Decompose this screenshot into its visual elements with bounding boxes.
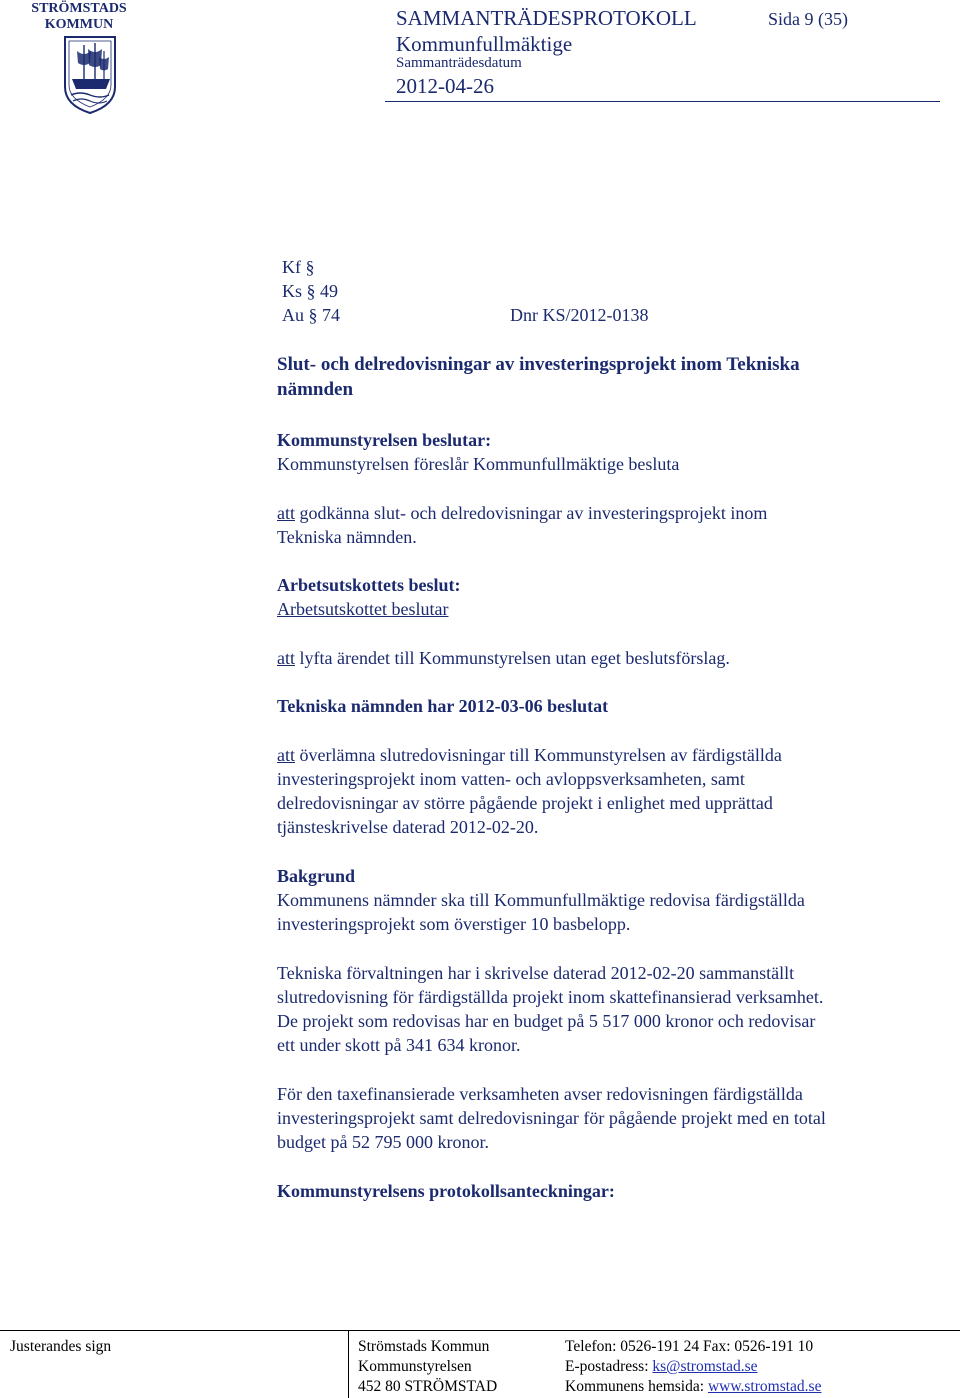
ref-kf <box>282 255 315 279</box>
footer-email-label: E-postadress: <box>565 1358 653 1375</box>
item-title-line1: Slut- och delredovisningar av investeringsprojekt inom Tekniska <box>277 354 800 375</box>
municipality-name-line1: STRÖMSTADS <box>31 1 127 16</box>
protocol-title: SAMMANTRÄDESPROTOKOLL <box>396 6 697 30</box>
footer-web-label: Kommunens hemsida: <box>565 1378 708 1395</box>
ship-coat-of-arms-icon <box>62 35 118 115</box>
ks-decision-heading: Kommunstyrelsen beslutar: <box>277 430 492 450</box>
page-number: Sida 9 (35) <box>768 9 848 29</box>
tn-decision-line1 <box>277 743 782 767</box>
background-heading: Bakgrund <box>277 866 356 886</box>
section-sign: § <box>306 281 316 301</box>
item-title-line2: nämnden <box>277 379 354 400</box>
footer-web-row <box>565 1377 821 1397</box>
footer-column-divider <box>348 1330 349 1398</box>
footer-web-link[interactable]: www.stromstad.se <box>707 1378 822 1395</box>
att-keyword: att <box>277 648 295 668</box>
att-keyword: att <box>277 503 295 523</box>
background-p1-line2: investeringsprojekt som överstiger 10 basbelopp. <box>277 914 631 934</box>
background-p2-line4: ett under skott på 341 634 kronor. <box>277 1035 521 1055</box>
au-decision-intro: Arbetsutskottet beslutar <box>277 599 449 619</box>
tn-decision-line2: investeringsprojekt inom vatten- och avloppsverksamheten, samt <box>277 769 745 789</box>
municipality-name-line2: KOMMUN <box>44 17 114 32</box>
header-divider <box>385 101 940 102</box>
ks-decision-text-line1: godkänna slut- och delredovisningar av investeringsprojekt inom <box>295 503 768 523</box>
au-decision-text <box>277 646 730 670</box>
background-p2-line1: Tekniska förvaltningen har i skrivelse daterad 2012-02-20 sammanställt <box>277 963 795 983</box>
background-p2-line2: slutredovisning för färdigställda projekt inom skattefinansierad verksamhet. <box>277 987 824 1007</box>
assembly-name: Kommunfullmäktige <box>396 32 573 56</box>
au-label: Au <box>282 305 304 325</box>
notes-heading: Kommunstyrelsens protokollsanteckningar: <box>277 1181 615 1201</box>
section-sign: § <box>308 305 318 325</box>
ks-decision-text-line2: Tekniska nämnden. <box>277 527 417 547</box>
footer-email-row <box>565 1357 758 1377</box>
ks-decision-intro: Kommunstyrelsen föreslår Kommunfullmäktige besluta <box>277 454 680 474</box>
footer-sign-label: Justerandes sign <box>10 1338 112 1355</box>
kf-label: Kf <box>282 257 301 277</box>
footer-phone: Telefon: 0526-191 24 Fax: 0526-191 10 <box>565 1338 814 1355</box>
tn-decision-line3: delredovisningar av större pågående projekt i enlighet med upprättad <box>277 793 773 813</box>
au-decision-text-body: lyfta ärendet till Kommunstyrelsen utan eget beslutsförslag. <box>295 648 730 668</box>
tn-decision-line4: tjänsteskrivelse daterad 2012-02-20. <box>277 817 539 837</box>
footer-address-line1: Strömstads Kommun <box>358 1338 490 1355</box>
ks-label: Ks <box>282 281 303 301</box>
au-number: 74 <box>322 305 340 325</box>
background-p3-line1: För den taxefinansierade verksamheten avser redovisningen färdigställda <box>277 1084 803 1104</box>
ks-number: 49 <box>320 281 339 301</box>
ks-decision-text <box>277 501 767 525</box>
au-decision-heading: Arbetsutskottets beslut: <box>277 575 461 595</box>
meeting-date: 2012-04-26 <box>396 74 494 98</box>
background-p1-line1: Kommunens nämnder ska till Kommunfullmäktige redovisa färdigställda <box>277 890 805 910</box>
case-number: Dnr KS/2012-0138 <box>510 305 649 325</box>
background-p3-line2: investeringsprojekt samt delredovisningar för pågående projekt med en total <box>277 1108 826 1128</box>
background-p3-line3: budget på 52 795 000 kronor. <box>277 1132 489 1152</box>
tn-decision-text-line1: överlämna slutredovisningar till Kommunstyrelsen av färdigställda <box>295 745 782 765</box>
meeting-date-label: Sammanträdesdatum <box>396 55 522 71</box>
footer-email-link[interactable]: ks@stromstad.se <box>652 1358 758 1375</box>
att-keyword: att <box>277 745 295 765</box>
ref-au <box>282 303 340 327</box>
section-sign: § <box>305 257 315 277</box>
tn-decision-heading: Tekniska nämnden har 2012-03-06 beslutat <box>277 696 609 716</box>
background-p2-line3: De projekt som redovisas har en budget på 5 517 000 kronor och redovisar <box>277 1011 816 1031</box>
ref-ks <box>282 279 338 303</box>
footer-divider <box>0 1330 960 1331</box>
footer-address-line2: Kommunstyrelsen <box>358 1358 472 1375</box>
footer-address-line3: 452 80 STRÖMSTAD <box>358 1378 498 1395</box>
